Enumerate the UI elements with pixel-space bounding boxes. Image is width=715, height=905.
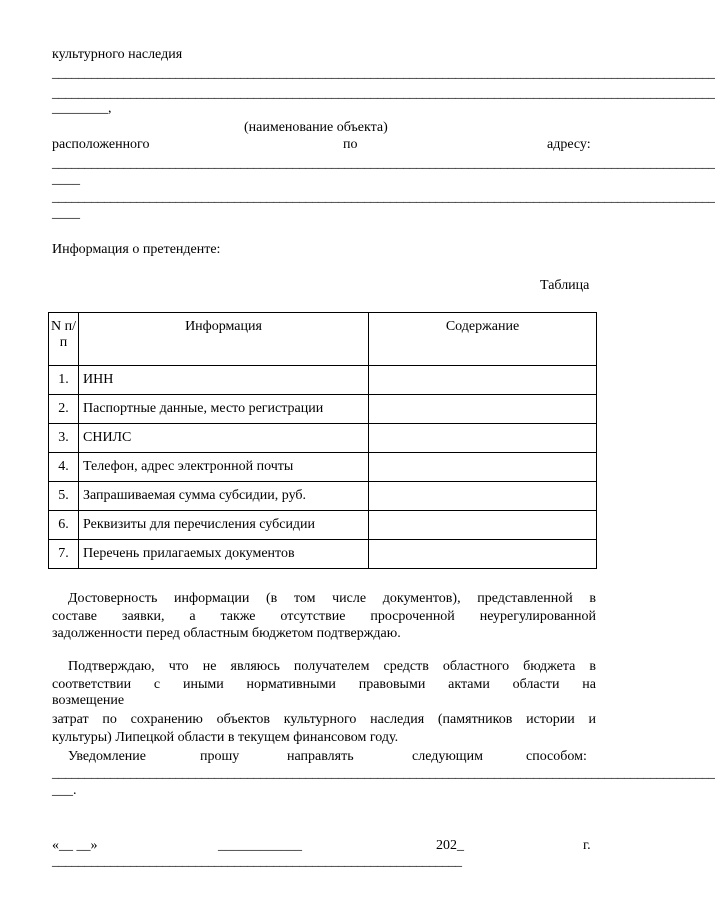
confirmation-paragraph-line: задолженности перед областным бюджетом подтверждаю. bbox=[52, 626, 401, 641]
column-header-content: Содержание bbox=[369, 313, 597, 366]
table-row bbox=[49, 482, 597, 511]
notify-word: Уведомление bbox=[68, 749, 147, 764]
row-info: Телефон, адрес электронной почты bbox=[79, 453, 369, 482]
header-line: культурного наследия bbox=[52, 47, 183, 62]
applicant-info-heading: Информация о претенденте: bbox=[52, 242, 221, 257]
blank-line-end: ________, bbox=[52, 101, 112, 116]
notify-word: способом: bbox=[526, 749, 587, 764]
row-number: 5. bbox=[49, 482, 79, 511]
row-info: СНИЛС bbox=[79, 424, 369, 453]
notify-word: следующим bbox=[412, 749, 483, 764]
confirmation-paragraph-line: Достоверность информации (в том числе документов), представленной в bbox=[68, 591, 596, 606]
table-row bbox=[49, 395, 597, 424]
table-row bbox=[49, 424, 597, 453]
row-content[interactable] bbox=[369, 453, 597, 482]
row-info: Запрашиваемая сумма субсидии, руб. bbox=[79, 482, 369, 511]
located-word: по bbox=[343, 137, 358, 152]
address-line: ______________________________________________________________________________________________________ bbox=[52, 190, 715, 205]
blank-line: ______________________________________________________________________________________________________ bbox=[52, 66, 715, 81]
blank-line: ______________________________________________________________________________________________________ bbox=[52, 86, 715, 101]
address-line-end: ____ bbox=[52, 206, 80, 221]
row-content[interactable] bbox=[369, 424, 597, 453]
table-header-row bbox=[49, 313, 597, 366]
declaration-paragraph-line: возмещение bbox=[52, 693, 125, 708]
notify-blank-line: ______________________________________________________________________________________________________ bbox=[52, 766, 715, 781]
declaration-paragraph-line: Подтверждаю, что не являюсь получателем средств областного бюджета в bbox=[68, 659, 596, 674]
row-content[interactable] bbox=[369, 540, 597, 569]
located-word: расположенного bbox=[52, 137, 150, 152]
declaration-paragraph-line: затрат по сохранению объектов культурного наследия (памятников истории и bbox=[52, 712, 596, 727]
applicant-table bbox=[48, 312, 597, 569]
row-content[interactable] bbox=[369, 366, 597, 395]
object-caption: (наименование объекта) bbox=[244, 120, 388, 135]
date-year: 202_ bbox=[436, 838, 464, 853]
table-label: Таблица bbox=[540, 278, 590, 293]
row-number: 4. bbox=[49, 453, 79, 482]
table-row bbox=[49, 366, 597, 395]
row-number: 1. bbox=[49, 366, 79, 395]
column-header-info: Информация bbox=[79, 313, 369, 366]
year-suffix: г. bbox=[583, 838, 591, 853]
date-day: «__ __» bbox=[52, 838, 98, 853]
row-info: ИНН bbox=[79, 366, 369, 395]
table-row bbox=[49, 511, 597, 540]
located-word: адресу: bbox=[547, 137, 591, 152]
declaration-paragraph-line: соответствии с иными нормативными правовыми актами области на bbox=[52, 677, 596, 692]
row-number: 3. bbox=[49, 424, 79, 453]
row-number: 2. bbox=[49, 395, 79, 424]
row-info: Паспортные данные, место регистрации bbox=[79, 395, 369, 424]
row-content[interactable] bbox=[369, 482, 597, 511]
declaration-paragraph-line: культуры) Липецкой области в текущем финансовом году. bbox=[52, 730, 399, 745]
table-row bbox=[49, 453, 597, 482]
row-content[interactable] bbox=[369, 395, 597, 424]
row-info: Реквизиты для перечисления субсидии bbox=[79, 511, 369, 540]
address-line: ______________________________________________________________________________________________________ bbox=[52, 156, 715, 171]
notify-blank-end: ___. bbox=[52, 783, 77, 798]
signature-line: _______________________________________________________________ bbox=[52, 854, 462, 869]
row-number: 7. bbox=[49, 540, 79, 569]
confirmation-paragraph-line: составе заявки, а также отсутствие просроченной неурегулированной bbox=[52, 609, 596, 624]
address-line-end: ____ bbox=[52, 172, 80, 187]
notify-word: прошу bbox=[200, 749, 240, 764]
notify-word: направлять bbox=[287, 749, 354, 764]
row-content[interactable] bbox=[369, 511, 597, 540]
table-row bbox=[49, 540, 597, 569]
date-month: ____________ bbox=[218, 838, 302, 853]
row-number: 6. bbox=[49, 511, 79, 540]
column-header-num: N п/п bbox=[49, 313, 79, 366]
row-info: Перечень прилагаемых документов bbox=[79, 540, 369, 569]
